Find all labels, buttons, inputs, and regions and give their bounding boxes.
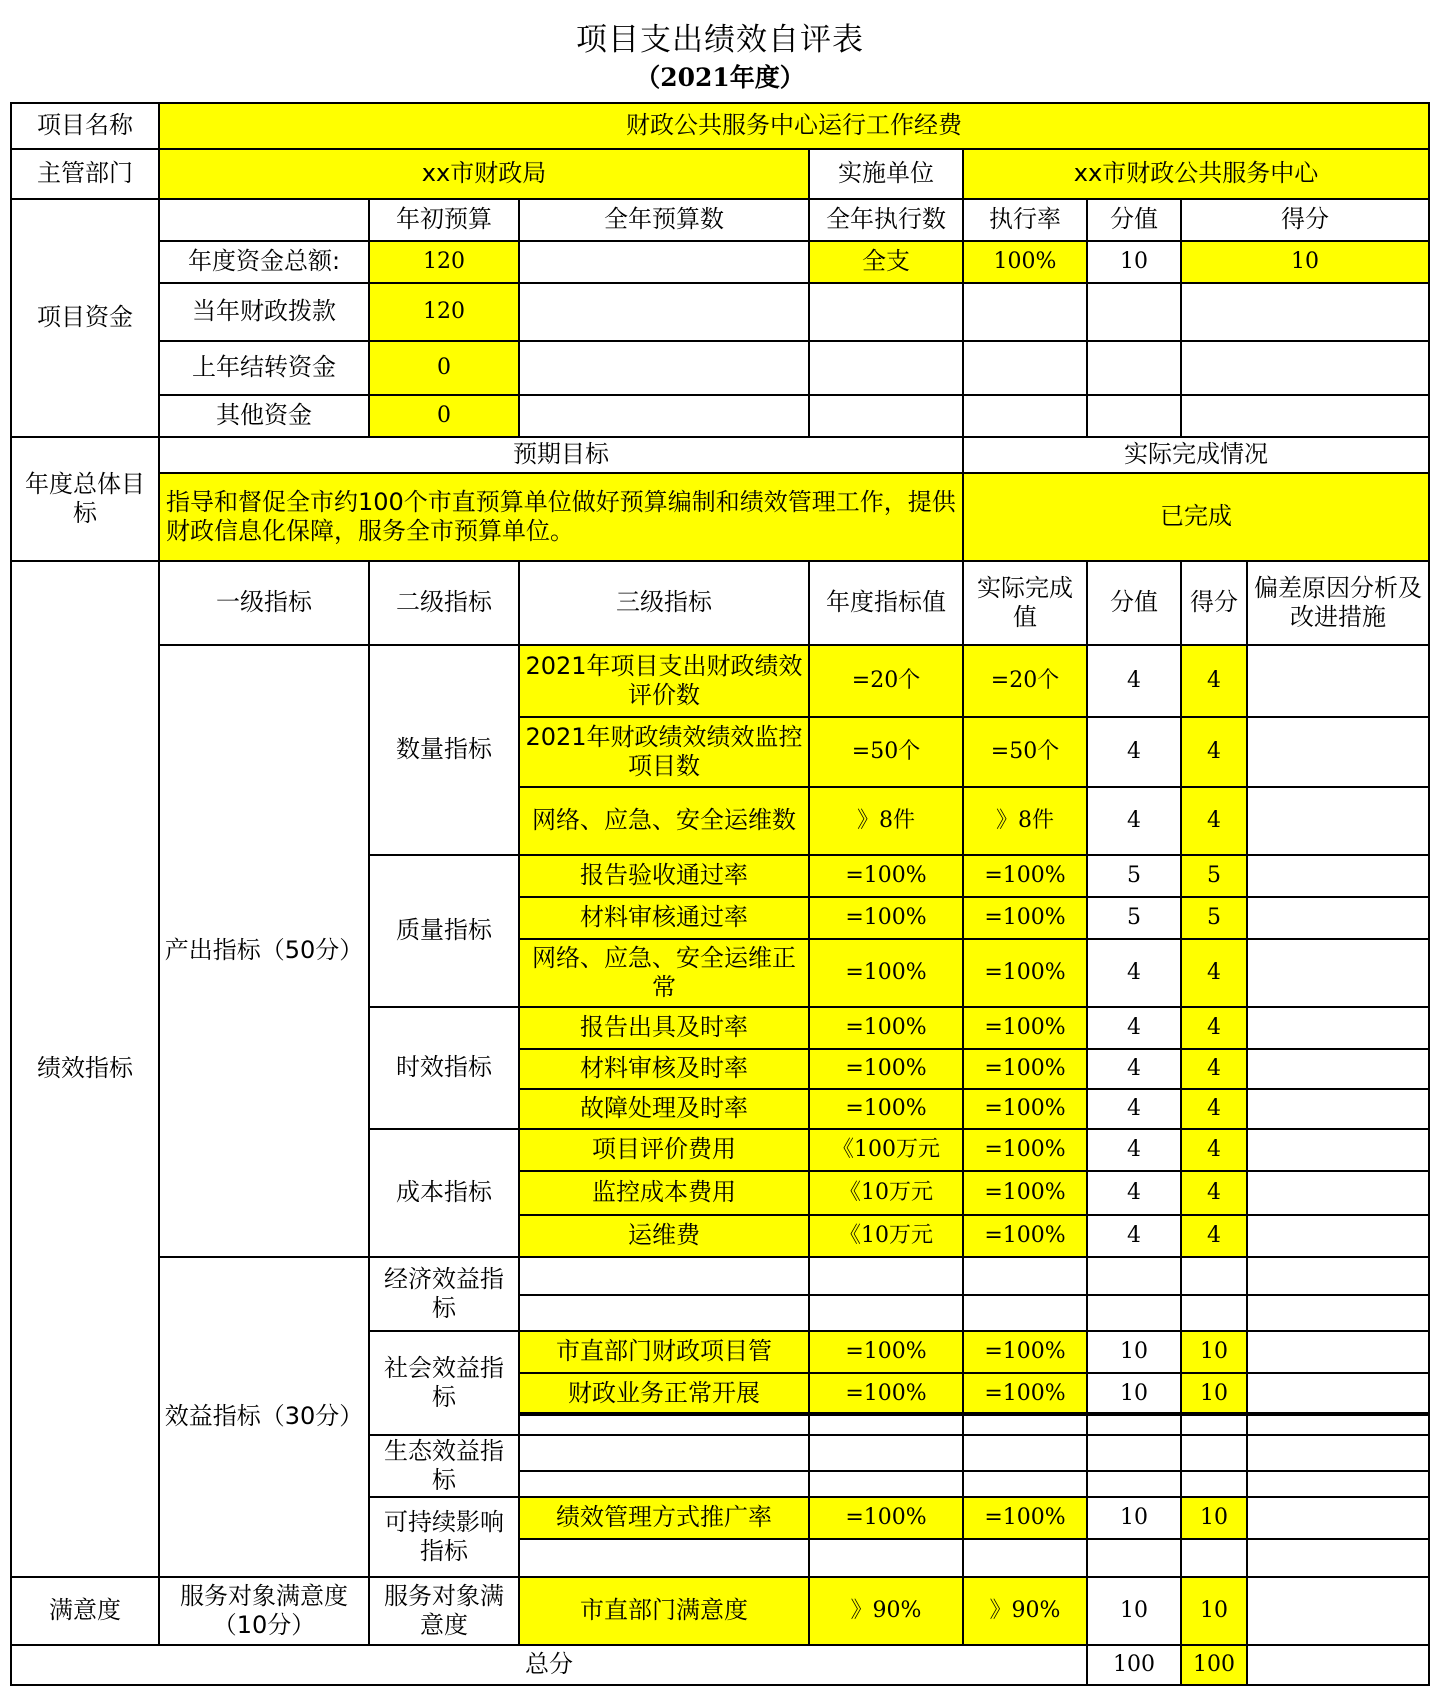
indicator-points: 10 <box>1086 1496 1182 1540</box>
empty-cell <box>1180 1256 1248 1296</box>
empty-cell <box>1086 1412 1182 1436</box>
indicator-deviation <box>1246 644 1430 718</box>
funds-row-initial: 0 <box>368 340 520 396</box>
empty-cell <box>808 1294 964 1332</box>
indicator-name: 市直部门财政项目管 <box>518 1330 810 1374</box>
indicator-target: 》8件 <box>808 786 964 856</box>
indicator-points: 4 <box>1086 786 1182 856</box>
funds-row-executed: 全支 <box>808 240 964 284</box>
indicator-name: 网络、应急、安全运维正常 <box>518 938 810 1008</box>
indicator-score: 5 <box>1180 896 1248 940</box>
funds-row-initial: 120 <box>368 240 520 284</box>
indicator-score: 4 <box>1180 644 1248 718</box>
funds-header-annual: 全年预算数 <box>518 198 810 242</box>
goals-label: 年度总体目标 <box>10 436 160 562</box>
empty-cell <box>1180 1538 1248 1578</box>
indicator-actual: =100% <box>962 1006 1088 1050</box>
indicator-deviation <box>1246 1048 1430 1090</box>
indicator-points: 5 <box>1086 896 1182 940</box>
total-points: 100 <box>1086 1644 1182 1686</box>
indicator-score: 10 <box>1180 1372 1248 1416</box>
indicator-actual: =100% <box>962 1048 1088 1090</box>
indicator-target: =100% <box>808 1372 964 1416</box>
empty-cell <box>1086 1294 1182 1332</box>
indicator-points: 4 <box>1086 716 1182 788</box>
perf-header-l3: 三级指标 <box>518 560 810 646</box>
goals-actual-text: 已完成 <box>962 472 1430 562</box>
empty-cell <box>808 1434 964 1472</box>
empty-cell <box>1086 1470 1182 1498</box>
empty-cell <box>962 1256 1088 1296</box>
indicator-actual: =100% <box>962 1170 1088 1216</box>
empty-cell <box>962 340 1088 396</box>
indicator-name: 材料审核通过率 <box>518 896 810 940</box>
indicator-points: 4 <box>1086 1170 1182 1216</box>
indicator-points: 4 <box>1086 1128 1182 1172</box>
indicator-name: 2021年项目支出财政绩效评价数 <box>518 644 810 718</box>
indicator-target: =100% <box>808 1496 964 1540</box>
indicator-points: 4 <box>1086 938 1182 1008</box>
indicator-target: =100% <box>808 1330 964 1374</box>
indicator-score: 10 <box>1180 1330 1248 1374</box>
indicator-name: 故障处理及时率 <box>518 1088 810 1130</box>
indicator-deviation <box>1246 786 1430 856</box>
indicator-deviation <box>1246 1128 1430 1172</box>
empty-cell <box>1246 1412 1430 1436</box>
indicator-target: 《10万元 <box>808 1214 964 1258</box>
empty-cell <box>1180 1470 1248 1498</box>
satisfaction-deviation <box>1246 1576 1430 1646</box>
empty-cell <box>1086 1434 1182 1472</box>
goals-expected-header: 预期目标 <box>158 436 964 474</box>
indicator-name: 财政业务正常开展 <box>518 1372 810 1416</box>
empty-cell <box>518 1470 810 1498</box>
indicator-target: =100% <box>808 938 964 1008</box>
funds-row-initial: 0 <box>368 394 520 438</box>
impl-unit-label: 实施单位 <box>808 148 964 200</box>
indicator-points: 5 <box>1086 854 1182 898</box>
project-name-label: 项目名称 <box>10 102 160 150</box>
indicator-target: =20个 <box>808 644 964 718</box>
indicator-score: 4 <box>1180 938 1248 1008</box>
funds-header-blank <box>158 198 370 242</box>
l1-output: 产出指标（50分） <box>158 644 370 1258</box>
empty-cell <box>1246 1294 1430 1332</box>
perf-label: 绩效指标 <box>10 560 160 1578</box>
l2-social: 社会效益指标 <box>368 1330 520 1436</box>
funds-row-label: 当年财政拨款 <box>158 282 370 342</box>
indicator-actual: =100% <box>962 1214 1088 1258</box>
indicator-name: 报告验收通过率 <box>518 854 810 898</box>
empty-cell <box>518 1434 810 1472</box>
dept-value: xx市财政局 <box>158 148 810 200</box>
indicator-score: 5 <box>1180 854 1248 898</box>
indicator-score: 4 <box>1180 1088 1248 1130</box>
empty-cell <box>518 1412 810 1436</box>
l2-eco: 生态效益指标 <box>368 1434 520 1498</box>
satisfaction-l2: 服务对象满意度 <box>368 1576 520 1646</box>
satisfaction-target: 》90% <box>808 1576 964 1646</box>
indicator-deviation <box>1246 1088 1430 1130</box>
indicator-deviation <box>1246 1496 1430 1540</box>
empty-cell <box>962 1434 1088 1472</box>
empty-cell <box>962 1538 1088 1578</box>
funds-header-score: 得分 <box>1180 198 1430 242</box>
indicator-points: 4 <box>1086 1088 1182 1130</box>
satisfaction-actual: 》90% <box>962 1576 1088 1646</box>
indicator-deviation <box>1246 1006 1430 1050</box>
indicator-actual: =50个 <box>962 716 1088 788</box>
indicator-points: 10 <box>1086 1372 1182 1416</box>
indicator-points: 4 <box>1086 1214 1182 1258</box>
indicator-target: =50个 <box>808 716 964 788</box>
funds-row-label: 其他资金 <box>158 394 370 438</box>
indicator-deviation <box>1246 938 1430 1008</box>
indicator-target: =100% <box>808 1006 964 1050</box>
empty-cell <box>1246 1434 1430 1472</box>
empty-cell <box>1086 1256 1182 1296</box>
funds-row-points: 10 <box>1086 240 1182 284</box>
empty-cell <box>518 340 810 396</box>
indicator-points: 4 <box>1086 1048 1182 1090</box>
goals-actual-header: 实际完成情况 <box>962 436 1430 474</box>
indicator-score: 4 <box>1180 1128 1248 1172</box>
indicator-deviation <box>1246 1372 1430 1416</box>
indicator-actual: =100% <box>962 1330 1088 1374</box>
l2-sustain: 可持续影响指标 <box>368 1496 520 1578</box>
indicator-actual: =100% <box>962 938 1088 1008</box>
indicator-actual: 》8件 <box>962 786 1088 856</box>
funds-header-points: 分值 <box>1086 198 1182 242</box>
funds-row-label: 上年结转资金 <box>158 340 370 396</box>
funds-row-annual <box>518 240 810 284</box>
empty-cell <box>808 1256 964 1296</box>
perf-header-target: 年度指标值 <box>808 560 964 646</box>
indicator-name: 报告出具及时率 <box>518 1006 810 1050</box>
empty-cell <box>1180 1294 1248 1332</box>
indicator-score: 10 <box>1180 1496 1248 1540</box>
satisfaction-label: 满意度 <box>10 1576 160 1646</box>
indicator-target: =100% <box>808 1088 964 1130</box>
funds-row-rate: 100% <box>962 240 1088 284</box>
indicator-score: 4 <box>1180 1214 1248 1258</box>
empty-cell <box>1246 1256 1430 1296</box>
funds-row-label: 年度资金总额: <box>158 240 370 284</box>
funds-header-rate: 执行率 <box>962 198 1088 242</box>
perf-header-l2: 二级指标 <box>368 560 520 646</box>
indicator-actual: =100% <box>962 1128 1088 1172</box>
funds-row-initial: 120 <box>368 282 520 342</box>
l2-quality: 质量指标 <box>368 854 520 1008</box>
empty-cell <box>518 1256 810 1296</box>
funds-header-initial: 年初预算 <box>368 198 520 242</box>
l1-benefit: 效益指标（30分） <box>158 1256 370 1578</box>
indicator-name: 运维费 <box>518 1214 810 1258</box>
empty-cell <box>808 340 964 396</box>
indicator-actual: =100% <box>962 1372 1088 1416</box>
indicator-name: 材料审核及时率 <box>518 1048 810 1090</box>
indicator-points: 10 <box>1086 1330 1182 1374</box>
empty-cell <box>518 1538 810 1578</box>
satisfaction-name: 市直部门满意度 <box>518 1576 810 1646</box>
indicator-target: =100% <box>808 854 964 898</box>
indicator-actual: =20个 <box>962 644 1088 718</box>
empty-cell <box>1180 394 1430 438</box>
l2-economic: 经济效益指标 <box>368 1256 520 1332</box>
perf-header-points: 分值 <box>1086 560 1182 646</box>
empty-cell <box>518 394 810 438</box>
empty-cell <box>518 1294 810 1332</box>
indicator-deviation <box>1246 1170 1430 1216</box>
empty-cell <box>1180 1412 1248 1436</box>
indicator-target: =100% <box>808 896 964 940</box>
indicator-name: 监控成本费用 <box>518 1170 810 1216</box>
page-subtitle: （2021年度） <box>635 63 805 92</box>
empty-cell <box>962 394 1088 438</box>
empty-cell <box>962 1294 1088 1332</box>
indicator-deviation <box>1246 896 1430 940</box>
indicator-actual: =100% <box>962 896 1088 940</box>
empty-cell <box>1086 340 1182 396</box>
empty-cell <box>1086 394 1182 438</box>
empty-cell <box>808 1412 964 1436</box>
indicator-score: 4 <box>1180 716 1248 788</box>
page-title: 项目支出绩效自评表 <box>576 22 864 58</box>
l2-timeliness: 时效指标 <box>368 1006 520 1130</box>
indicator-deviation <box>1246 716 1430 788</box>
empty-cell <box>962 282 1088 342</box>
l2-cost: 成本指标 <box>368 1128 520 1258</box>
indicator-name: 网络、应急、安全运维数 <box>518 786 810 856</box>
indicator-actual: =100% <box>962 1496 1088 1540</box>
perf-header-score: 得分 <box>1180 560 1248 646</box>
total-score: 100 <box>1180 1644 1248 1686</box>
empty-cell <box>1180 1434 1248 1472</box>
indicator-name: 绩效管理方式推广率 <box>518 1496 810 1540</box>
indicator-actual: =100% <box>962 854 1088 898</box>
indicator-points: 4 <box>1086 644 1182 718</box>
empty-cell <box>1246 1470 1430 1498</box>
total-label: 总分 <box>10 1644 1088 1686</box>
empty-cell <box>808 282 964 342</box>
empty-cell <box>962 1470 1088 1498</box>
empty-cell <box>808 1470 964 1498</box>
indicator-actual: =100% <box>962 1088 1088 1130</box>
empty-cell <box>1180 282 1430 342</box>
indicator-score: 4 <box>1180 1170 1248 1216</box>
indicator-target: 《10万元 <box>808 1170 964 1216</box>
empty-cell <box>808 1538 964 1578</box>
indicator-target: 《100万元 <box>808 1128 964 1172</box>
l2-quantity: 数量指标 <box>368 644 520 856</box>
total-deviation <box>1246 1644 1430 1686</box>
indicator-score: 4 <box>1180 786 1248 856</box>
satisfaction-score: 10 <box>1180 1576 1248 1646</box>
goals-expected-text: 指导和督促全市约100个市直预算单位做好预算编制和绩效管理工作，提供财政信息化保障，服务全市预算单位。 <box>158 472 964 562</box>
indicator-deviation <box>1246 854 1430 898</box>
indicator-deviation <box>1246 1330 1430 1374</box>
satisfaction-l1: 服务对象满意度（10分） <box>158 1576 370 1646</box>
empty-cell <box>962 1412 1088 1436</box>
indicator-score: 4 <box>1180 1006 1248 1050</box>
impl-unit-value: xx市财政公共服务中心 <box>962 148 1430 200</box>
dept-label: 主管部门 <box>10 148 160 200</box>
empty-cell <box>1180 340 1430 396</box>
perf-header-actual: 实际完成值 <box>962 560 1088 646</box>
funds-label: 项目资金 <box>10 198 160 438</box>
indicator-deviation <box>1246 1214 1430 1258</box>
empty-cell <box>518 282 810 342</box>
empty-cell <box>1246 1538 1430 1578</box>
indicator-target: =100% <box>808 1048 964 1090</box>
indicator-name: 项目评价费用 <box>518 1128 810 1172</box>
indicator-score: 4 <box>1180 1048 1248 1090</box>
perf-header-l1: 一级指标 <box>158 560 370 646</box>
indicator-points: 4 <box>1086 1006 1182 1050</box>
empty-cell <box>1086 282 1182 342</box>
indicator-name: 2021年财政绩效绩效监控项目数 <box>518 716 810 788</box>
perf-header-deviation: 偏差原因分析及改进措施 <box>1246 560 1430 646</box>
funds-header-executed: 全年执行数 <box>808 198 964 242</box>
empty-cell <box>808 394 964 438</box>
funds-row-score: 10 <box>1180 240 1430 284</box>
satisfaction-points: 10 <box>1086 1576 1182 1646</box>
project-name-value: 财政公共服务中心运行工作经费 <box>158 102 1430 150</box>
empty-cell <box>1086 1538 1182 1578</box>
